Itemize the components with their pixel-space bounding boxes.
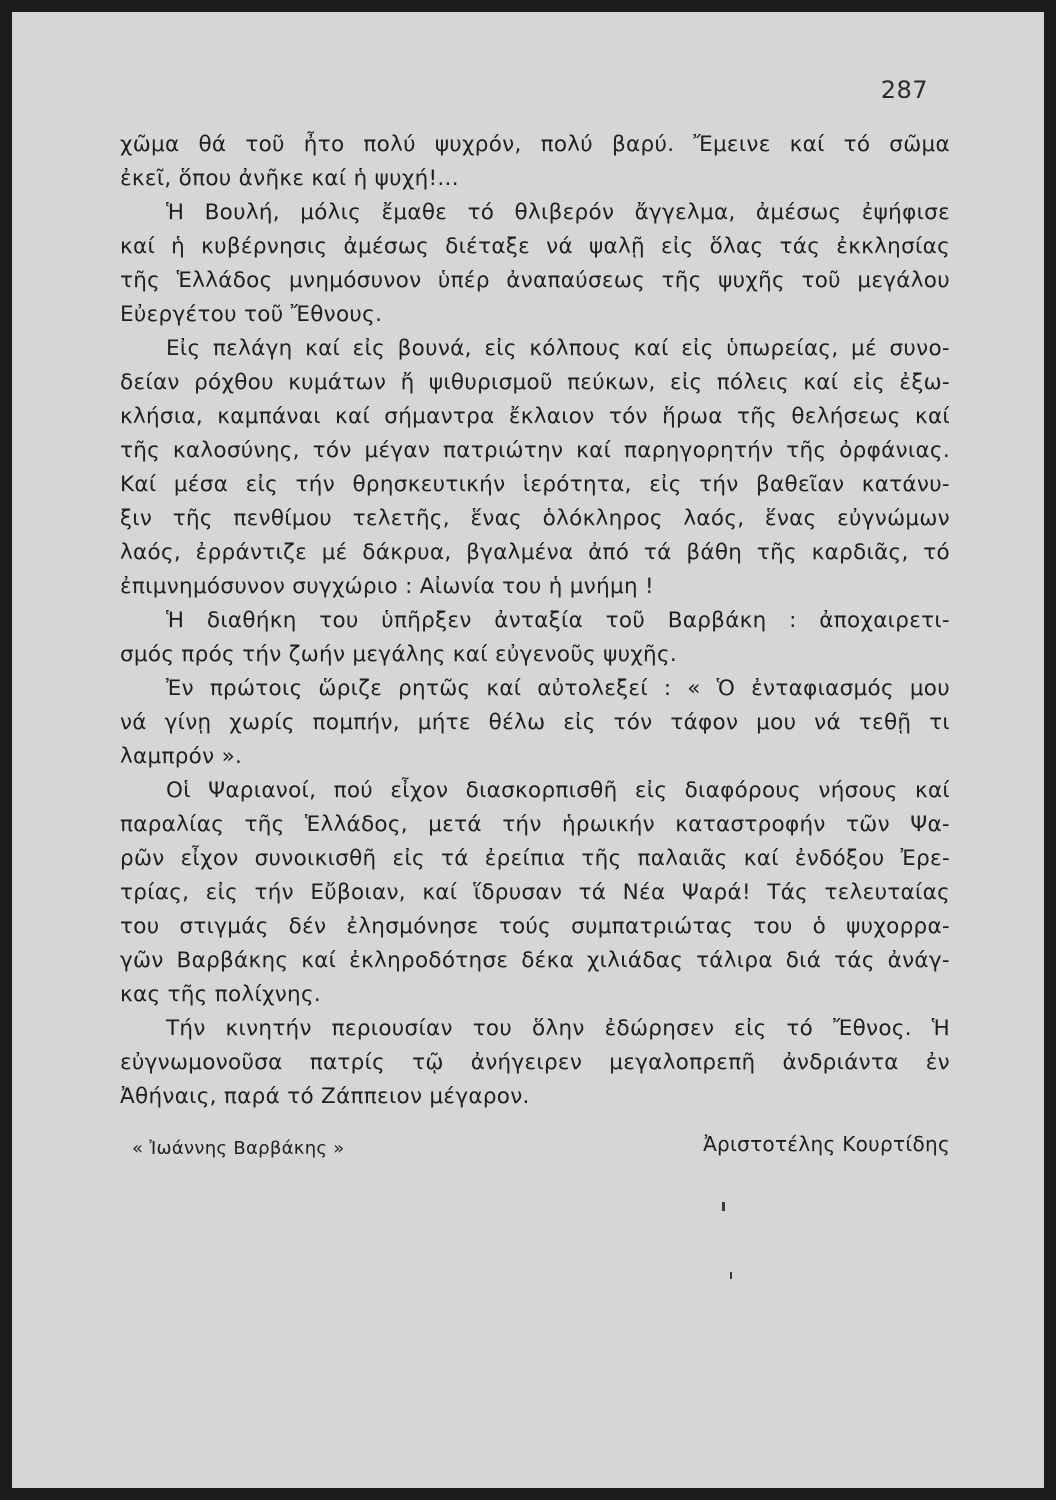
text-line: ρῶν εἶχον συνοικισθῆ εἰς τά ἐρείπια τῆς παλαιᾶς καί ἐνδόξου Ἐρε- bbox=[120, 846, 950, 871]
text-line: δείαν ρόχθου κυμάτων ἤ ψιθυρισμοῦ πεύκων, εἰς πόλεις καί εἰς ἐξω- bbox=[120, 370, 950, 395]
text-line: Ἡ Βουλή, μόλις ἔμαθε τό θλιβερόν ἄγγελμα, ἀμέσως ἐψήφισε bbox=[166, 200, 950, 225]
author-signature: Ἀριστοτέλης Κουρτίδης bbox=[703, 1132, 950, 1156]
scan-speck bbox=[722, 1202, 725, 1211]
image-caption: « Ἰωάννης Βαρβάκης » bbox=[132, 1138, 345, 1159]
text-line: τῆς καλοσύνης, τόν μέγαν πατριώτην καί παρηγορητήν τῆς ὀρφάνιας. bbox=[120, 438, 950, 463]
text-line: Ἐν πρώτοις ὥριζε ρητῶς καί αὐτολεξεί : « Ὁ ἐνταφιασμός μου bbox=[166, 676, 950, 701]
text-line: Ἡ διαθήκη του ὑπῆρξεν ἀνταξία τοῦ Βαρβάκη : ἀποχαιρετι- bbox=[166, 608, 950, 633]
text-line: Καί μέσα εἰς τήν θρησκευτικήν ἱερότητα, εἰς τήν βαθεῖαν κατάνυ- bbox=[120, 472, 950, 497]
text-line: ξιν τῆς πενθίμου τελετῆς, ἕνας ὁλόκληρος λαός, ἕνας εὐγνώμων bbox=[120, 506, 950, 531]
text-line: νά γίνῃ χωρίς πομπήν, μήτε θέλω εἰς τόν τάφον μου νά τεθῇ τι bbox=[120, 710, 950, 735]
page-number: 287 bbox=[880, 76, 928, 104]
text-line: σμός πρός τήν ζωήν μεγάλης καί εὐγενοῦς ψυχῆς. bbox=[120, 642, 678, 667]
text-line: Τήν κινητήν περιουσίαν του ὅλην ἐδώρησεν εἰς τό Ἔθνος. Ἡ bbox=[166, 1016, 950, 1041]
text-line: ἐπιμνημόσυνον συγχώριο : Αἰωνία του ἡ μνήμη ! bbox=[120, 574, 654, 599]
text-line: Εὐεργέτου τοῦ Ἔθνους. bbox=[120, 302, 383, 327]
text-line: παραλίας τῆς Ἑλλάδος, μετά τήν ἡρωικήν καταστροφήν τῶν Ψα- bbox=[120, 812, 950, 837]
text-line: του στιγμάς δέν ἐλησμόνησε τούς συμπατριώτας του ὁ ψυχορρα- bbox=[120, 914, 950, 939]
text-line: λαμπρόν ». bbox=[120, 744, 243, 769]
text-line: λαός, ἐρράντιζε μέ δάκρυα, βγαλμένα ἀπό τά βάθη τῆς καρδιᾶς, τό bbox=[120, 540, 950, 565]
text-line: Οἱ Ψαριανοί, πού εἶχον διασκορπισθῆ εἰς διαφόρους νήσους καί bbox=[166, 778, 950, 803]
text-line: Εἰς πελάγη καί εἰς βουνά, εἰς κόλπους καί εἰς ὑπωρείας, μέ συνο- bbox=[166, 336, 950, 361]
text-line: Ἀθήναις, παρά τό Ζάππειον μέγαρον. bbox=[120, 1084, 530, 1109]
text-line: εὐγνωμονοῦσα πατρίς τῷ ἀνήγειρεν μεγαλοπρεπῆ ἀνδριάντα ἐν bbox=[120, 1050, 950, 1075]
scan-speck bbox=[730, 1272, 732, 1279]
book-page bbox=[12, 12, 1044, 1488]
text-line: τρίας, εἰς τήν Εὔβοιαν, καί ἵδρυσαν τά Νέα Ψαρά! Τάς τελευταίας bbox=[120, 880, 950, 905]
text-line: κας τῆς πολίχνης. bbox=[120, 982, 322, 1007]
text-line: τῆς Ἑλλάδος μνημόσυνον ὑπέρ ἀναπαύσεως τῆς ψυχῆς τοῦ μεγάλου bbox=[120, 268, 950, 293]
text-line: κλήσια, καμπάναι καί σήμαντρα ἔκλαιον τόν ἥρωα τῆς θελήσεως καί bbox=[120, 404, 950, 429]
body-text bbox=[120, 128, 950, 1114]
text-line: γῶν Βαρβάκης καί ἐκληροδότησε δέκα χιλιάδας τάλιρα διά τάς ἀνάγ- bbox=[120, 948, 950, 973]
text-line: χῶμα θά τοῦ ἦτο πολύ ψυχρόν, πολύ βαρύ. Ἔμεινε καί τό σῶμα bbox=[120, 132, 950, 157]
text-line: ἐκεῖ, ὅπου ἀνῆκε καί ἡ ψυχή!... bbox=[120, 166, 459, 191]
text-line: καί ἡ κυβέρνησις ἀμέσως διέταξε νά ψαλῇ εἰς ὅλας τάς ἐκκλησίας bbox=[120, 234, 950, 259]
